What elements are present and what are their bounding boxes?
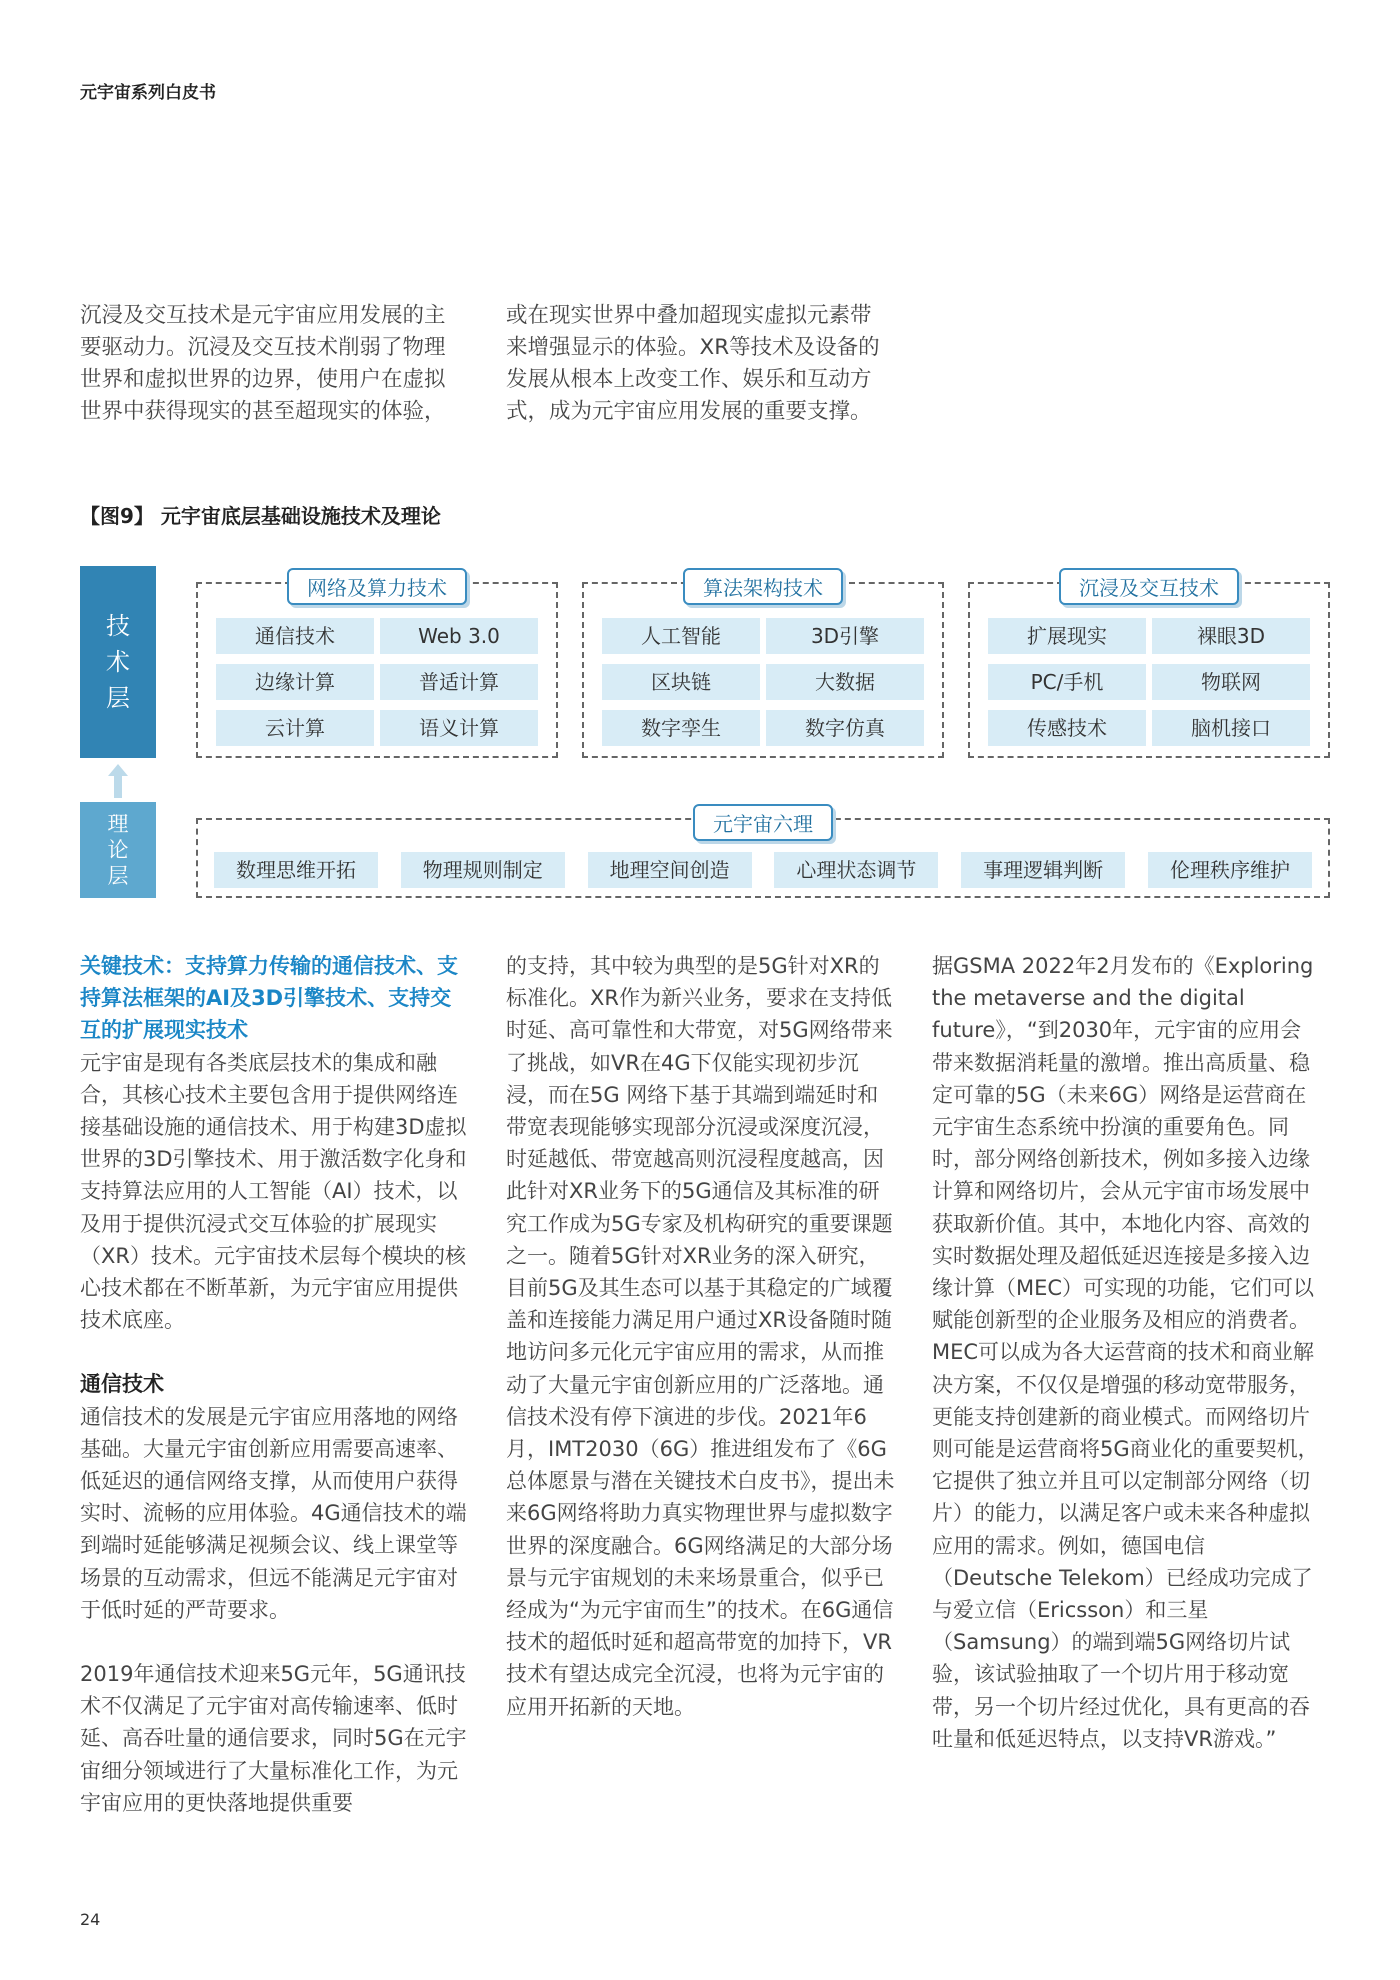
tech-item: 云计算: [216, 710, 374, 746]
tech-item: 裸眼3D: [1152, 618, 1310, 654]
tech-item: 人工智能: [602, 618, 760, 654]
tech-layer-label: [80, 566, 156, 758]
body-column-1: [80, 950, 470, 1819]
group-title: 沉浸及交互技术: [1059, 568, 1239, 605]
body-column-2: [506, 950, 896, 1723]
immersive-interaction-group: [968, 576, 1330, 758]
document-header-title: 元宇宙系列白皮书: [80, 83, 216, 103]
tech-item: 物联网: [1152, 664, 1310, 700]
paragraph: 据GSMA 2022年2月发布的《Exploring the metaverse and the digital future》，“到2030年，元宇宙的应用会带来数据消耗量的激增。推出高质量、稳定可靠的5G（未来6G）网络是运营商在元宇宙生态系统中扮演的重要角色。同时，部分网络创新技术，例如多接入边缘计算和网络切片，会从元宇宙市场发展中获取新价值。其中，本地化内容、高效的实时数据处理及超低延迟连接是多接入边缘计算（MEC）可实现的功能，它们可以赋能创新型的企业服务及相应的消费者。MEC可以成为各大运营商的技术和商业解决方案，不仅仅是增强的移动宽带服务，更能支持创建新的商业模式。而网络切片则可能是运营商将5G商业化的重要契机，它提供了独立并且可以定制部分网络（切片）的能力，以满足客户或未来各种虚拟应用的需求。例如，德国电信（Deutsche Telekom）已经成功完成了与爱立信（Ericsson）和三星（Samsung）的端到端5G网络切片试验，该试验抽取了一个切片用于移动宽带，另一个切片经过优化，具有更高的吞吐量和低延迟特点，以支持VR游戏。”: [932, 954, 1319, 1751]
paragraph: 的支持，其中较为典型的是5G针对XR的标准化。XR作为新兴业务，要求在支持低时延、高可靠性和大带宽，对5G网络带来了挑战，如VR在4G下仅能实现初步沉浸，而在5G 网络下基于其端到端延时和带宽表现能够实现部分沉浸或深度沉浸，时延越低、带宽越高则沉浸程度越高，因此针对XR业务下的5G通信及其标准的研究工作成为5G专家及机构研究的重要课题之一。随着5G针对XR业务的深入研究，目前5G及其生态可以基于其稳定的广域覆盖和连接能力满足用户通过XR设备随时随地访问多元化元宇宙应用的需求，从而推动了大量元宇宙创新应用的广泛落地。通信技术没有停下演进的步伐。2021年6月，IMT2030（6G）推进组发布了《6G总体愿景与潜在关键技术白皮书》，提出未来6G网络将助力真实物理世界与虚拟数字世界的深度融合。6G网络满足的大部分场景与元宇宙规划的未来场景重合，似乎已经成为“为元宇宙而生”的技术。在6G通信技术的超低时延和超高带宽的加持下，VR技术有望达成完全沉浸，也将为元宇宙的应用开拓新的天地。: [506, 954, 895, 1719]
tech-item: 普适计算: [380, 664, 538, 700]
theory-item: 伦理秩序维护: [1148, 852, 1312, 888]
group-title: 算法架构技术: [683, 568, 843, 605]
theory-item: 数理思维开拓: [214, 852, 378, 888]
tech-layer-char: 层: [106, 684, 130, 712]
theory-layer-char: 论: [107, 838, 129, 862]
algorithm-architecture-group: [582, 576, 944, 758]
tech-item: 语义计算: [380, 710, 538, 746]
arrow-up-icon: [108, 764, 128, 798]
tech-layer-char: 技: [106, 612, 130, 640]
tech-item: 区块链: [602, 664, 760, 700]
tech-item: 3D引擎: [766, 618, 924, 654]
theory-layer-label: [80, 802, 156, 898]
metaverse-six-principles-group: [196, 812, 1330, 898]
section-heading: 通信技术: [80, 1372, 164, 1397]
tech-item: 数字仿真: [766, 710, 924, 746]
page-number: 24: [80, 1910, 101, 1929]
paragraph: 元宇宙是现有各类底层技术的集成和融合，其核心技术主要包含用于提供网络连接基础设施的通信技术、用于构建3D虚拟世界的3D引擎技术、用于激活数字化身和支持算法应用的人工智能（AI）技术，以及用于提供沉浸式交互体验的扩展现实（XR）技术。元宇宙技术层每个模块的核心技术都在不断革新，为元宇宙应用提供技术底座。: [80, 1050, 467, 1333]
tech-item: 边缘计算: [216, 664, 374, 700]
intro-right-column: [506, 300, 891, 428]
group-title: 网络及算力技术: [287, 568, 467, 605]
tech-item: 数字孪生: [602, 710, 760, 746]
body-column-3: [932, 950, 1322, 1755]
figure-title: 【图9】 元宇宙底层基础设施技术及理论: [80, 504, 441, 528]
paragraph: 2019年通信技术迎来5G元年，5G通讯技术不仅满足了元宇宙对高传输速率、低时延、高吞吐量的通信要求，同时5G在元宇宙细分领域进行了大量标准化工作，为元宇宙应用的更快落地提供重要: [80, 1662, 467, 1815]
network-compute-group: [196, 576, 558, 758]
theory-item: 事理逻辑判断: [961, 852, 1125, 888]
tech-item: 通信技术: [216, 618, 374, 654]
group-title: 元宇宙六理: [693, 804, 833, 841]
tech-item: 扩展现实: [988, 618, 1146, 654]
intro-left-column: [80, 300, 465, 428]
tech-item: 传感技术: [988, 710, 1146, 746]
intro-right-text: 或在现实世界中叠加超现实虚拟元素带来增强显示的体验。XR等技术及设备的发展从根本上改变工作、娱乐和互动方式，成为元宇宙应用发展的重要支撑。: [506, 303, 880, 424]
tech-layer-char: 术: [106, 648, 130, 676]
paragraph: 通信技术的发展是元宇宙应用落地的网络基础。大量元宇宙创新应用需要高速率、低延迟的通信网络支撑，从而使用户获得实时、流畅的应用体验。4G通信技术的端到端时延能够满足视频会议、线上课堂等场景的互动需求，但远不能满足元宇宙对于低时延的严苛要求。: [80, 1404, 467, 1622]
tech-item: Web 3.0: [380, 618, 538, 654]
theory-layer-char: 理: [107, 812, 129, 836]
key-technology-heading: 关键技术：支持算力传输的通信技术、支持算法框架的AI及3D引擎技术、支持交互的扩展现实技术: [80, 954, 458, 1043]
theory-item: 心理状态调节: [774, 852, 938, 888]
theory-item: 地理空间创造: [588, 852, 752, 888]
tech-item: 大数据: [766, 664, 924, 700]
tech-item: 脑机接口: [1152, 710, 1310, 746]
theory-item: 物理规则制定: [401, 852, 565, 888]
tech-item: PC/手机: [988, 664, 1146, 700]
theory-layer-char: 层: [107, 864, 129, 888]
intro-left-text: 沉浸及交互技术是元宇宙应用发展的主要驱动力。沉浸及交互技术削弱了物理世界和虚拟世界的边界，使用户在虚拟世界中获得现实的甚至超现实的体验，: [80, 303, 446, 424]
